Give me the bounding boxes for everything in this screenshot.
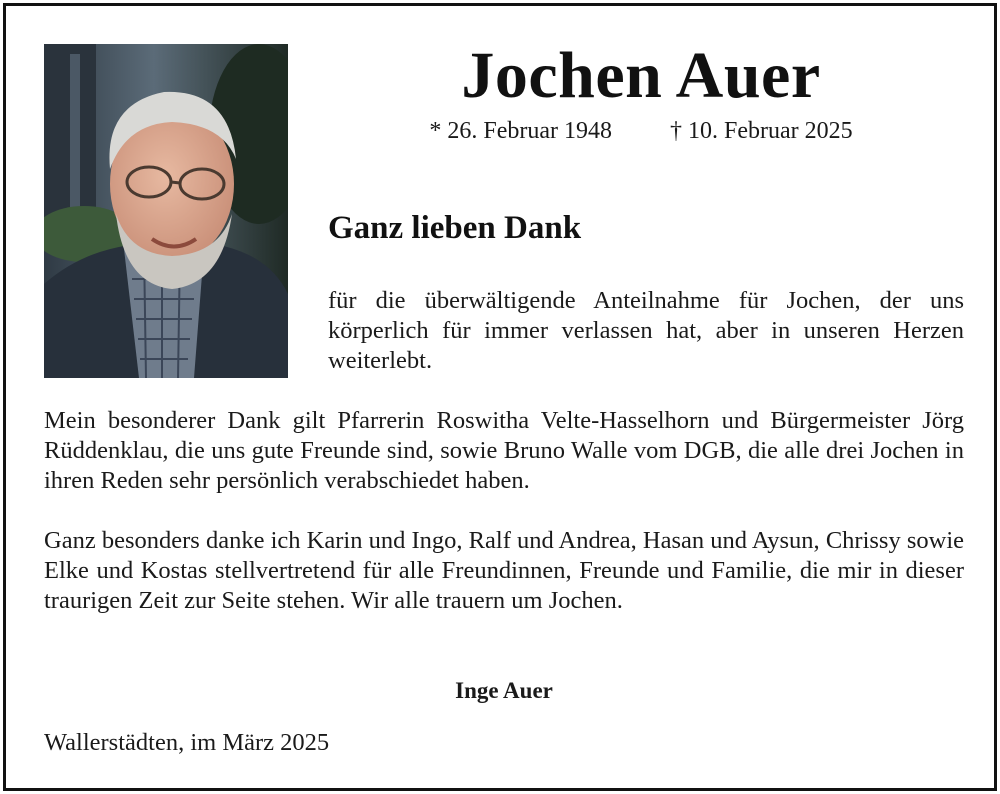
thanks-heading: Ganz lieben Dank (328, 210, 582, 246)
place-and-date: Wallerstädten, im März 2025 (44, 729, 330, 756)
signature: Inge Auer (455, 678, 553, 703)
intro-text: für die überwältigende Anteilnahme für Jochen, der uns körperlich für immer verlassen hat, aber in unseren Herzen weiterlebt. (328, 287, 964, 374)
birth-date: * 26. Februar 1948 (429, 118, 612, 144)
thanks-paragraph-2: Ganz besonders danke ich Karin und Ingo, Ralf und Andrea, Hasan und Aysun, Chrissy sowie Elke und Kostas stellvertretend für alle Freundinnen, Freunde und Familie, die mir in dieser traurigen Zeit zur Seite stehen. Wir alle trauern um Jochen. (44, 527, 964, 614)
deceased-name: Jochen Auer (461, 39, 821, 112)
thanks-paragraph-1: Mein besonderer Dank gilt Pfarrerin Roswitha Velte-Hasselhorn und Bürgermeister Jörg Rüddenklau, die uns gute Freunde sind, sowie Bruno Walle vom DGB, die alle drei Jochen in ihren Reden sehr persönlich verabschiedet haben. (44, 407, 964, 494)
portrait-photo (44, 44, 288, 378)
life-dates (336, 116, 946, 146)
obituary-frame (3, 3, 997, 791)
death-date: † 10. Februar 2025 (670, 118, 853, 144)
